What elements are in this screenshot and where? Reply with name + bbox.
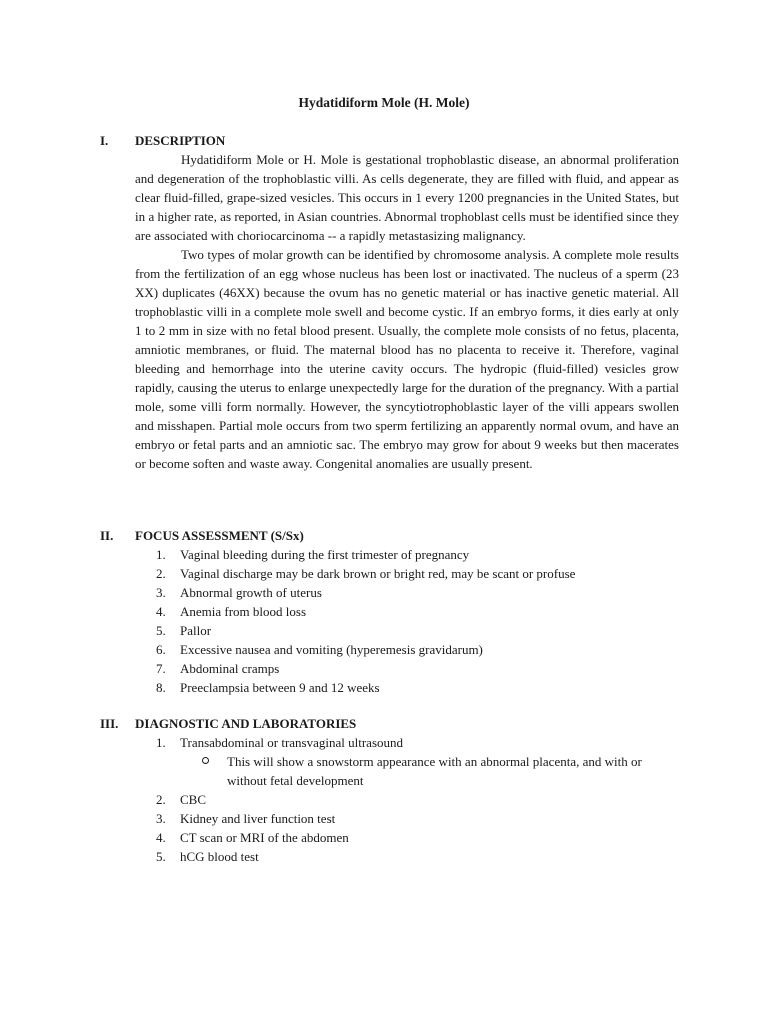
- list-item: [0, 621, 768, 640]
- item-text: Abdominal cramps: [180, 661, 280, 676]
- section-title: FOCUS ASSESSMENT (S/Sx): [135, 528, 304, 543]
- paragraph: Hydatidiform Mole or H. Mole is gestational trophoblastic disease, an abnormal proliferation and degeneration of the trophoblastic villi. As cells degenerate, they are filled with fluid, and appear as clear fluid-filled, grape-sized vesicles. This occurs in 1 every 1200 pregnancies in the United States, but in a higher rate, as reported, in Asian countries. Abnormal trophoblast cells must be identified since they are associated with choriocarcinoma -- a rapidly metastasizing malignancy.: [135, 152, 679, 243]
- paragraph: Two types of molar growth can be identified by chromosome analysis. A complete mole results from the fertilization of an egg whose nucleus has been lost or inactivated. The nucleus of a sperm (23 XX) duplicates (46XX) because the ovum has no genetic material or has inactive genetic material. All trophoblastic villi in a complete mole swell and become cystic. If an embryo forms, it dies early at only 1 to 2 mm in size with no fetal blood present. Usually, the complete mole consists of no fetus, placenta, amniotic membranes, or fluid. The maternal blood has no placenta to receive it. Therefore, vaginal bleeding and hemorrhage into the uterine cavity occurs. The hydropic (fluid-filled) vesicles grow rapidly, causing the uterus to enlarge unexpectedly large for the duration of the pregnancy. With a partial mole, some villi form normally. However, the syncytiotrophoblastic layer of the villi appears swollen and misshapen. Partial mole occurs from two sperm fertilizing an apparently normal ovum, and have an embryo or fetal parts and an amniotic sac. The embryo may grow for about 9 weeks but then macerates or become soften and waste away. Congenital anomalies are usually present.: [135, 247, 679, 471]
- item-number: 3.: [156, 811, 166, 826]
- item-text: Preeclampsia between 9 and 12 weeks: [180, 680, 380, 695]
- item-text: CT scan or MRI of the abdomen: [180, 830, 349, 845]
- section-title: DESCRIPTION: [135, 133, 226, 148]
- item-text: Transabdominal or transvaginal ultrasound: [180, 735, 404, 750]
- list-item: [0, 828, 768, 847]
- item-number: 5.: [156, 623, 166, 638]
- item-text: Anemia from blood loss: [180, 604, 307, 619]
- item-text: Vaginal discharge may be dark brown or bright red, may be scant or profuse: [180, 566, 576, 581]
- item-number: 1.: [156, 547, 166, 562]
- item-number: 7.: [156, 661, 166, 676]
- list-item: [0, 564, 768, 583]
- section-description: [0, 131, 768, 473]
- list-item: [0, 545, 768, 564]
- list-item: [0, 809, 768, 828]
- item-number: 5.: [156, 849, 166, 864]
- section-heading: [0, 131, 768, 150]
- item-text: CBC: [180, 792, 207, 807]
- item-number: 2.: [156, 792, 166, 807]
- list-item: [0, 790, 768, 809]
- section-diagnostics: [0, 714, 768, 866]
- item-number: 4.: [156, 830, 166, 845]
- diagnostics-list: [0, 733, 768, 866]
- section-numeral: III.: [100, 716, 119, 731]
- item-number: 8.: [156, 680, 166, 695]
- list-item: [0, 659, 768, 678]
- section-heading: [0, 714, 768, 733]
- item-text: Vaginal bleeding during the first trimester of pregnancy: [180, 547, 470, 562]
- section-heading: [0, 526, 768, 545]
- item-number: 2.: [156, 566, 166, 581]
- item-text: hCG blood test: [180, 849, 259, 864]
- section-numeral: II.: [100, 528, 114, 543]
- item-number: 3.: [156, 585, 166, 600]
- item-text: Abnormal growth of uterus: [180, 585, 322, 600]
- item-text: Pallor: [180, 623, 212, 638]
- item-number: 6.: [156, 642, 166, 657]
- section-focus-assessment: [0, 526, 768, 697]
- list-item: [0, 847, 768, 866]
- sub-item-text: This will show a snowstorm appearance with an abnormal placenta, and with or without fetal development: [227, 754, 642, 788]
- item-text: Excessive nausea and vomiting (hyperemesis gravidarum): [180, 642, 483, 657]
- item-number: 4.: [156, 604, 166, 619]
- document-title: Hydatidiform Mole (H. Mole): [298, 95, 470, 110]
- assessment-list: [0, 545, 768, 697]
- section-title: DIAGNOSTIC AND LABORATORIES: [135, 716, 357, 731]
- section-numeral: I.: [100, 133, 109, 148]
- item-number: 1.: [156, 735, 166, 750]
- hollow-bullet-icon: [202, 757, 209, 764]
- list-item: [0, 733, 768, 752]
- list-item: [0, 678, 768, 697]
- item-text: Kidney and liver function test: [180, 811, 336, 826]
- list-item: [0, 640, 768, 659]
- sub-list-item: [0, 752, 768, 790]
- list-item: [0, 583, 768, 602]
- list-item: [0, 602, 768, 621]
